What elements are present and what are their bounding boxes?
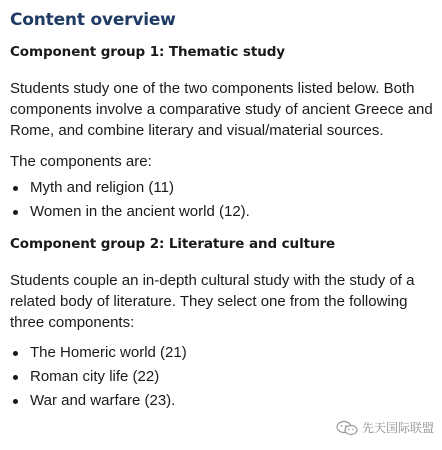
list-item-label: The Homeric world (21) (30, 344, 187, 361)
list-item-label: War and warfare (23). (30, 392, 176, 409)
group2-list (10, 341, 435, 413)
list-item-label: Roman city life (22) (30, 368, 160, 385)
content-overview-section (10, 8, 435, 413)
group2-title: Component group 2: Literature and culture (10, 236, 336, 252)
group1-title: Component group 1: Thematic study (10, 44, 285, 60)
group2-intro: Students couple an in-depth cultural study with the study of a related body of literature. They select one from the following three components: (10, 272, 415, 331)
list-item (10, 365, 435, 389)
list-item (10, 200, 435, 224)
bullet-icon (13, 186, 18, 191)
group1-intro: Students study one of the two components listed below. Both components involve a comparative study of ancient Greece and Rome, and combine literary and visual/material sources. (10, 80, 433, 139)
group1-list (10, 176, 435, 224)
bullet-icon (13, 375, 18, 380)
list-item (10, 341, 435, 365)
wechat-icon (336, 420, 358, 436)
watermark-text: 先天国际联盟 (361, 421, 434, 435)
list-item-label: Women in the ancient world (12). (30, 203, 250, 220)
bullet-icon (13, 351, 18, 356)
group1-lead: The components are: (10, 153, 152, 170)
watermark (336, 419, 434, 436)
list-item (10, 176, 435, 200)
list-item-label: Myth and religion (11) (30, 179, 174, 196)
page-title: Content overview (10, 10, 176, 30)
bullet-icon (13, 399, 18, 404)
bullet-icon (13, 210, 18, 215)
list-item (10, 389, 435, 413)
